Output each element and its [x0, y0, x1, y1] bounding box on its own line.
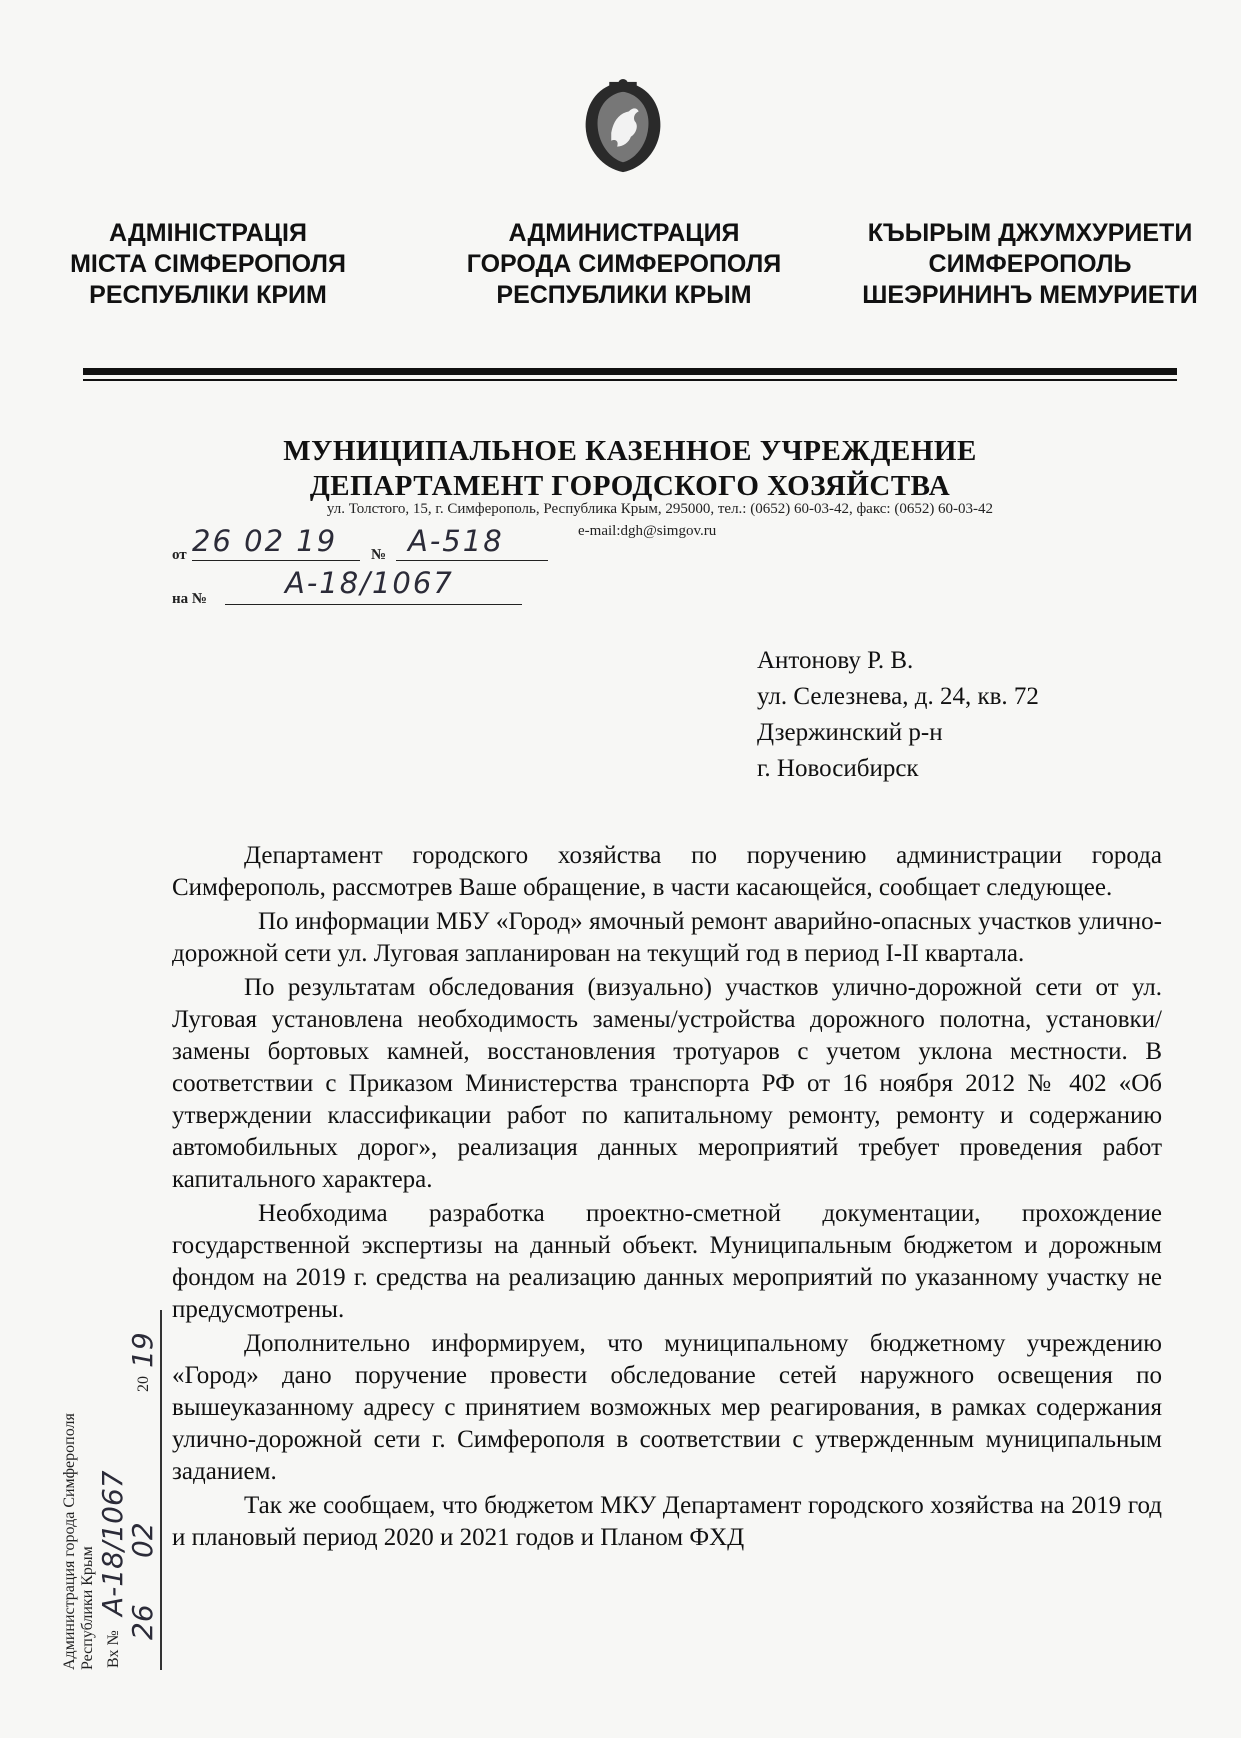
organization-address: ул. Толстого, 15, г. Симферополь, Республика Крым, 295000, тел.: (0652) 60-03-42, факс: (0652) 60-03-42: [326, 501, 994, 517]
addressee-block: [757, 643, 1039, 787]
addressee-street: ул. Селезнева, д. 24, кв. 72: [757, 683, 1039, 710]
header-crimean-tatar: КЪЫРЫМ ДЖУМХУРИЕТИ СИМФЕРОПОЛЬ ШЕЭРИНИНЪ МЕМУРИЕТИ: [862, 219, 1198, 309]
organization-title: [170, 434, 1090, 504]
stamp-organization-line-1: Администрация города Симферополя: [61, 1413, 78, 1670]
reply-label: на №: [172, 591, 207, 607]
organization-email: e-mail:dgh@simgov.ru: [578, 523, 717, 539]
number-label: №: [371, 547, 387, 563]
header-ukrainian: АДМІНІСТРАЦІЯ МІСТА СІМФЕРОПОЛЯ РЕСПУБЛІКИ КРИМ: [70, 219, 346, 309]
header-divider-thin: [83, 379, 1177, 381]
body-paragraph: По информации МБУ «Город» ямочный ремонт аварийно-опасных участков улично-дорожной сети ул. Луговая запланирован на текущий год в период I-II квартала.: [172, 908, 1162, 967]
outgoing-date: 26 02 19: [192, 524, 338, 558]
stamp-in-label: Вх №: [105, 1630, 122, 1668]
stamp-organization-line-2: Республики Крым: [79, 1546, 96, 1670]
addressee-district: Дзержинский р-н: [757, 719, 943, 746]
stamp-year-suffix: 19: [126, 1332, 159, 1368]
header-russian: АДМИНИСТРАЦИЯ ГОРОДА СИМФЕРОПОЛЯ РЕСПУБЛИКИ КРЫМ: [466, 219, 782, 309]
addressee-name: Антонову Р. В.: [757, 647, 914, 674]
number-underline: [396, 560, 548, 561]
body-paragraph: По результатам обследования (визуально) участков улично-дорожной сети от ул. Луговая установлена необходимость замены/устройства дорожного полотна, установки/замены бортовых камней, восстановления тротуаров с учетом уклона местности. В соответствии с Приказом Министерства транспорта РФ от 16 ноября 2012 № 402 «Об утверждении классификации работ по капитальному ремонту, ремонту и содержанию автомобильных дорог», реализация данных мероприятий требует проведения работ капитального характера.: [172, 974, 1162, 1193]
body-paragraph: Департамент городского хозяйства по поручению администрации города Симферополь, рассмотрев Ваше обращение, в части касающейся, сообщает следующее.: [172, 842, 1162, 901]
crimea-coat-of-arms-icon: [574, 78, 672, 176]
body-paragraph: Дополнительно информируем, что муниципальному бюджетному учреждению «Город» дано поручение провести обследование сетей наружного освещения по вышеуказанному адресу с принятием возможных мер реагирования, в рамках содержания улично-дорожной сети г. Симферополя в соответствии с утвержденным муниципальным заданием.: [172, 1330, 1162, 1485]
from-label: от: [172, 547, 187, 563]
stamp-incoming-number: А-18/1067: [96, 1470, 129, 1616]
organization-line-1: МУНИЦИПАЛЬНОЕ КАЗЕННОЕ УЧРЕЖДЕНИЕ: [283, 435, 977, 467]
letter-body: [172, 840, 1162, 1554]
outgoing-number: А-518: [408, 524, 504, 558]
stamp-year-prefix: 20: [135, 1376, 152, 1392]
reply-number: А-18/1067: [285, 566, 454, 600]
addressee-city: г. Новосибирск: [757, 755, 919, 782]
reply-underline: [225, 604, 522, 605]
date-underline: [192, 560, 360, 561]
body-paragraph: Необходима разработка проектно-сметной документации, прохождение государственной экспертизы на данный объект. Муниципальным бюджетом и дорожным фондом на 2019 г. средства на реализацию данных мероприятий по указанному участку не предусмотрены.: [172, 1200, 1162, 1323]
stamp-date-month: 02: [126, 1522, 159, 1558]
header-divider-thick: [83, 368, 1177, 375]
body-paragraph: Так же сообщаем, что бюджетом МКУ Департамент городского хозяйства на 2019 год и плановый период 2020 и 2021 годов и Планом ФХД: [172, 1492, 1162, 1551]
stamp-date-day: 26: [126, 1604, 159, 1640]
organization-line-2: ДЕПАРТАМЕНТ ГОРОДСКОГО ХОЗЯЙСТВА: [309, 470, 951, 502]
